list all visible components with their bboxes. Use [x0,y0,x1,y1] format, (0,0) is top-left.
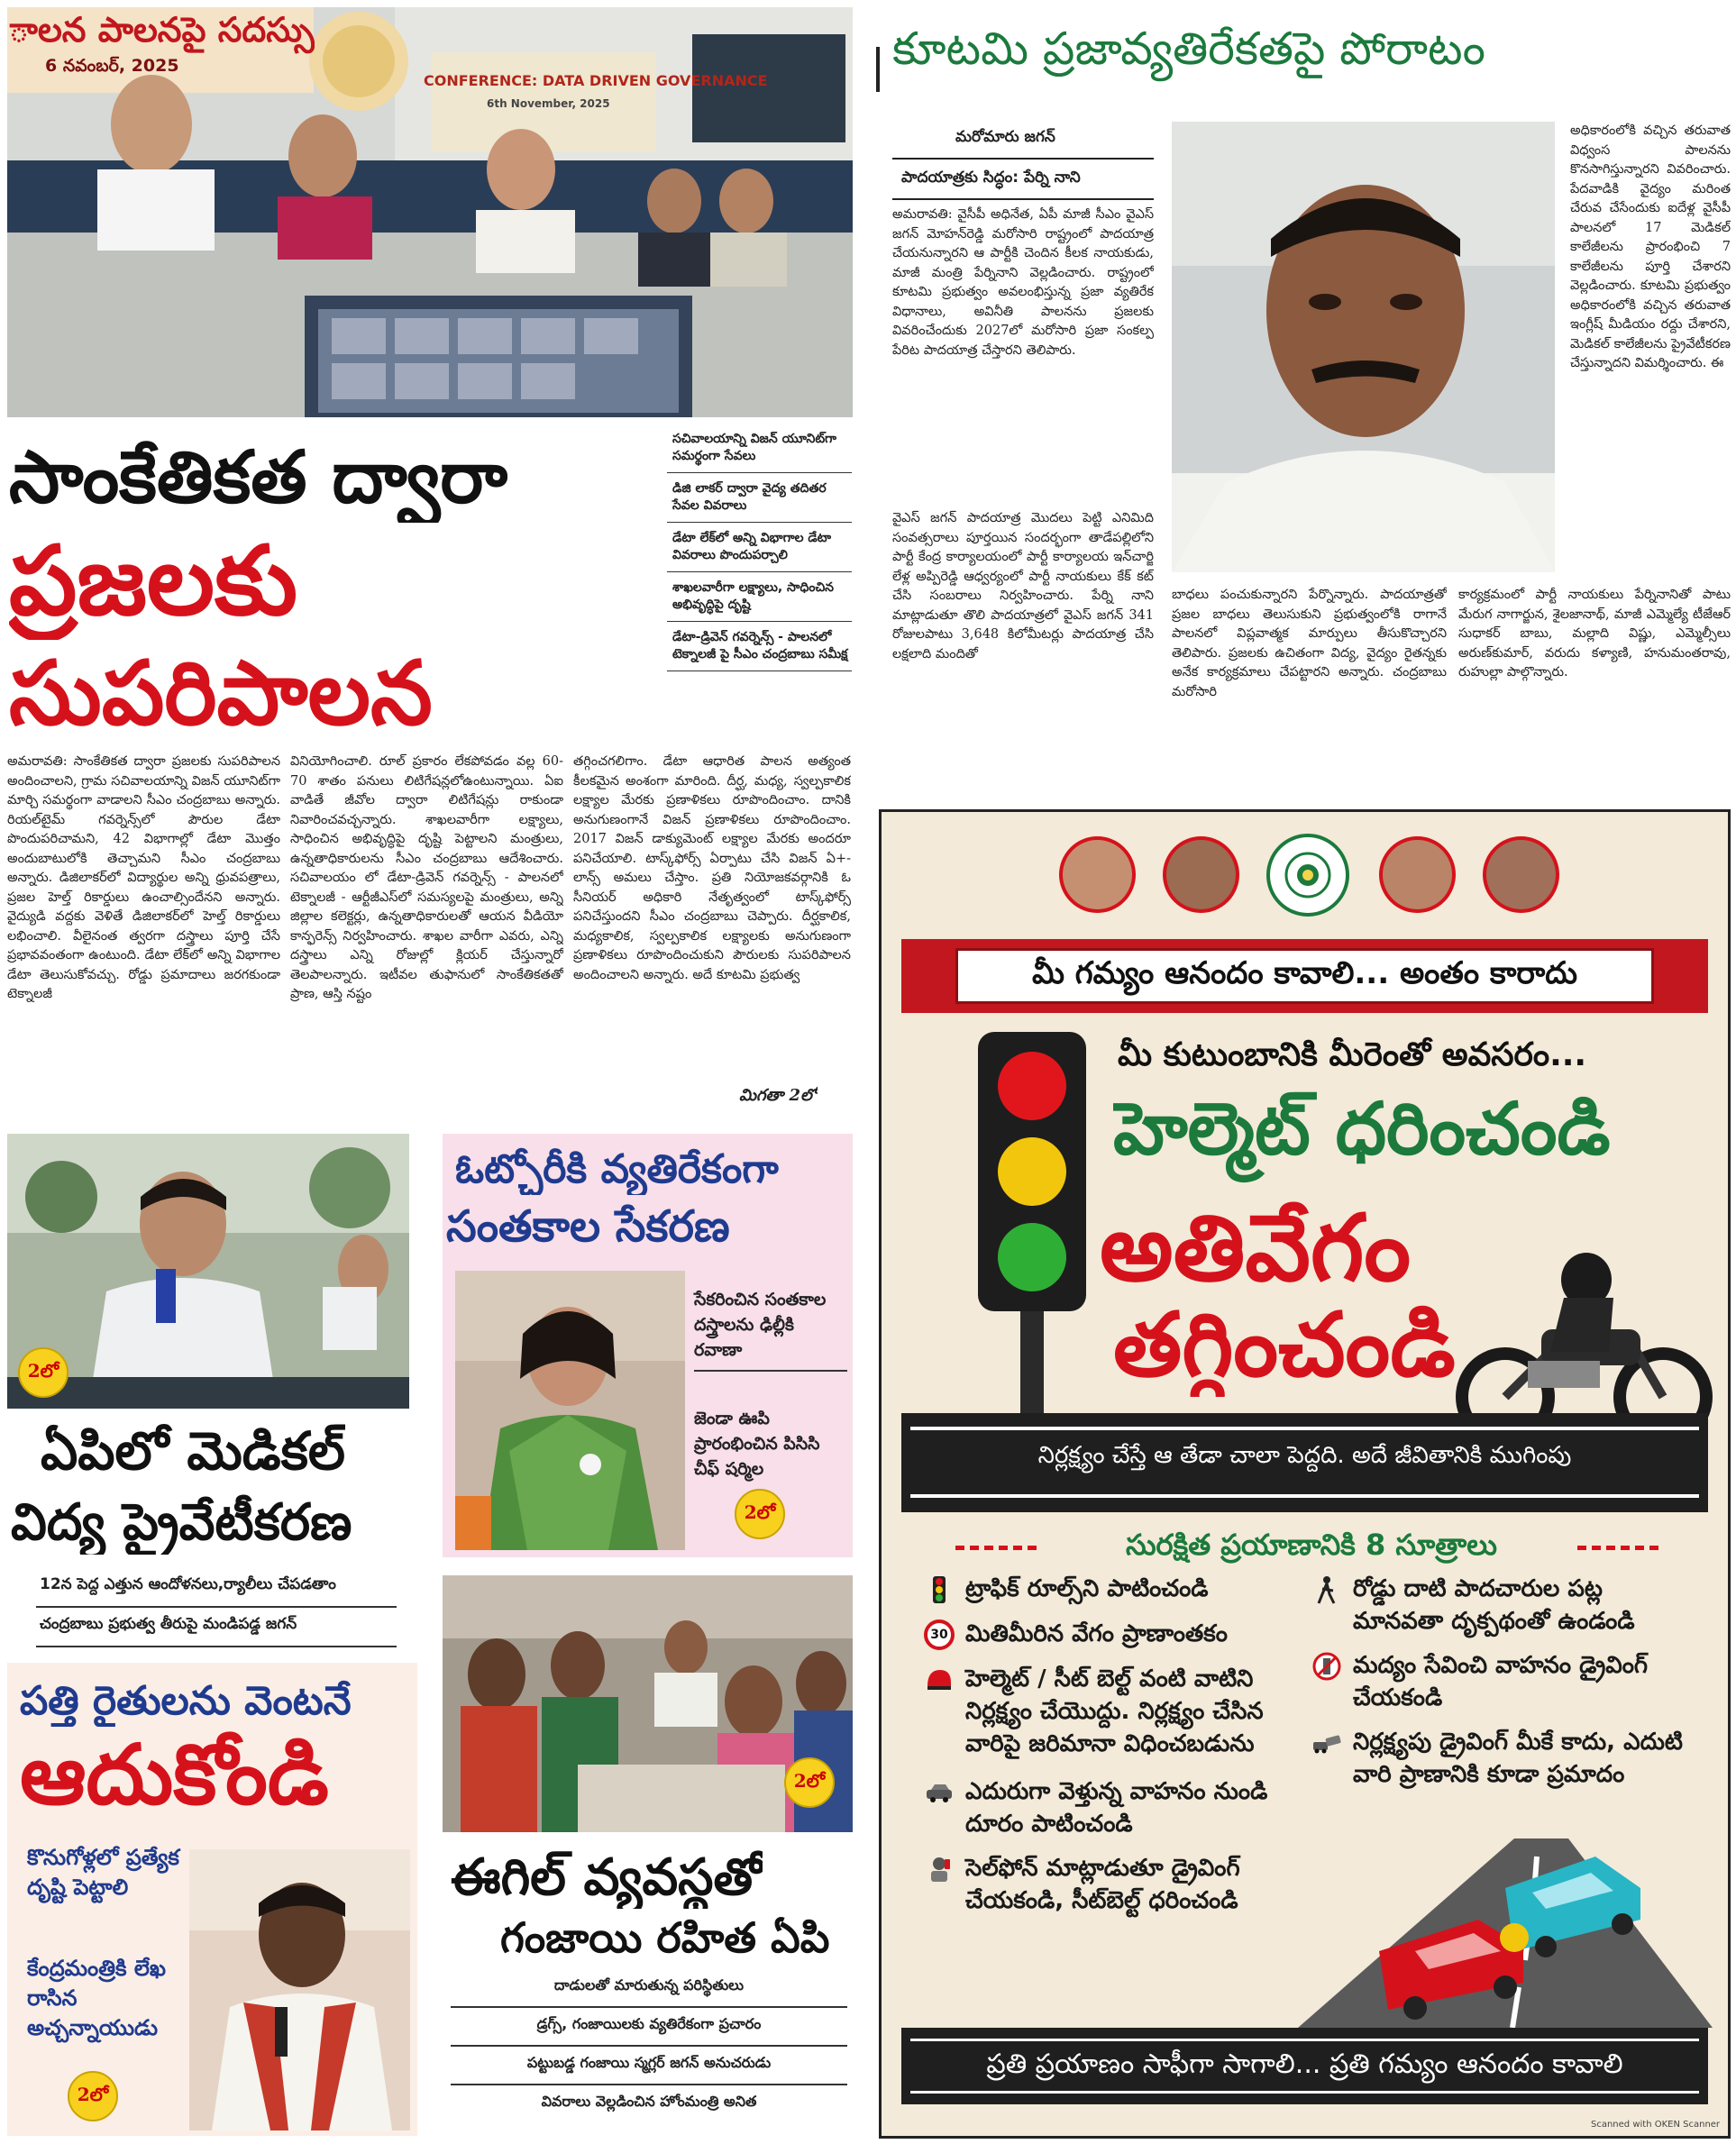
conference-title: CONFERENCE: DATA DRIVEN GOVERNANCE [424,72,768,89]
perni-subhead-rule [892,158,1154,160]
scanner-credit: Scanned with OKEN Scanner [1591,2120,1721,2130]
traffic-light-icon [978,1032,1086,1311]
rule-text: హెల్మెట్ / సీట్ బెల్ట్ వంటి వాటిని నిర్లక్ష్యం చేయొద్దు. నిర్లక్ష్యం చేసిన వారిపై జరిమానా విధించబడును [965,1665,1264,1757]
eagle-point: డ్రగ్స్, గంజాయిలకు వ్యతిరేకంగా ప్రచారం [451,2008,847,2047]
cotton-badge: 2లో [68,2071,118,2121]
perni-col1: అమరావతి: వైసీపీ అధినేత, ఏపీ మాజీ సీఎం వైఎస్ జగన్ మోహన్‌రెడ్డి మరోసారి రాష్ట్రంలో పాదయాత్ర చేయనున్నారని ఆ పార్టీకి చెందిన కీలక నాయకుడు, మాజీ మంత్రి పేర్నినాని వెల్లడించారు. రాష్ట్రంలో కూటమి ప్రభుత్వం అవలంభిస్తున్న ప్రజా వ్యతిరేక విధానాలు, అవినీతి పాలనను ప్రజలకు వివరించేందుకు 2027లో మరోసారి ప్రజా సంకల్ప పేరిట పాదయాత్ర చేస్తారని తెలిపారు. [892,207,1154,358]
eagle-badge: 2లో [784,1757,835,1808]
speed-limit-icon: 30 [924,1619,955,1650]
ad-banner-text: మీ గమ్యం ఆనందం కావాలి... అంతం కారాదు [1031,955,1578,991]
ap-emblem-icon [1266,834,1349,917]
ad-family-text: మీ కుటుంబానికి మీరెంతో అవసరం... [1118,1036,1587,1073]
medical-headline-line1: ఏపిలో మెడికల్ [41,1420,346,1482]
rule-text: ఎదురుగా వెళ్తున్న వాహనం నుండి దూరం పాటించండి [965,1778,1268,1838]
eagle-headline-line1: ఈగిల్ వ్యవస్థతో [451,1848,763,1907]
leader-portrait [1483,836,1559,913]
side-point: శాఖలవారీగా లక్ష్యాలు, సాధించిన అభివృద్ధిపై దృష్టి [667,572,852,622]
rule-text: ట్రాఫిక్ రూల్స్‌ని పాటించండి [965,1575,1209,1602]
rules-title: సురక్షిత ప్రయాణానికి 8 సూత్రాలు [1125,1528,1497,1562]
ad-footer-line [910,2091,1699,2094]
signature-headline-line1: ఓట్చోరీకి వ్యతిరేకంగా [455,1146,779,1192]
rules-dash-right [1577,1546,1658,1550]
side-point: సచివాలయాన్ని విజన్ యూనిట్‌గా సమర్థంగా సేవలు [667,424,852,473]
atchannaidu-photo [189,1849,410,2130]
rule-text: రోడ్డు దాటి పాదచారుల పట్ల మానవతా దృక్పథంతో ఉండండి [1353,1575,1635,1635]
no-drink-icon [1311,1651,1342,1682]
perni-photo [1172,122,1555,572]
conference-date: 6th November, 2025 [487,97,610,110]
signature-point1: సేకరించిన సంతకాల దస్త్రాలను ఢిల్లీకి రవాణా [694,1287,847,1372]
conference-banner-date: 6 నవంబర్, 2025 [45,56,179,76]
leader-portrait [1059,836,1136,913]
car-crash-illustration [1298,1802,1713,2028]
perni-subhead-2: పాదయాత్రకు సిద్ధం: పేర్ని నాని [901,169,1081,187]
rule-text: మితిమీరిన వేగం ప్రాణాంతకం [965,1620,1228,1647]
top-story-col1: అమరావతి: సాంకేతికత ద్వారా ప్రజలకు సుపరిపాలన అందించాలని, గ్రామ సచివాలయాన్ని విజన్ యూనిట్‌గా మార్చి సమర్థంగా వాడాలని సీఎం చంద్రబాబు అన్నారు. రియల్‌టైమ్ గవర్నెన్స్‌లో పౌరుల డేటా పొందుపరిచామని, 42 విభాగాల్లో డేటా మొత్తం అందుబాటులోకి తెచ్చామని సీఎం చంద్రబాబు అన్నారు. డిజిలాకర్‌లో విద్యార్థుల అన్ని ధ్రువపత్రాలు, ప్రజల హెల్త్ రికార్డులు ఉంచాల్సిందేనని అన్నారు. వైద్యుడి వద్దకు వెళితే డిజిలాకర్‌లో హెల్త్ రికార్డులు లభించాలి. వీలైనంత త్వరగా దస్త్రాలు పూర్తి చేసే ప్రభావవంతంగా ఉంటుంది. డేటా లేక్‌లో అన్ని విభాగాల డేటా తెలుసుకోవచ్చు. రోడ్డు ప్రమాదాలు జరగకుండా టెక్నాలజీ [7,754,280,1001]
eagle-points [451,1969,847,2122]
top-side-points [667,424,852,671]
top-story-col2: వినియోగించాలి. రూల్ ప్రకారం లేకపోవడం వల్ల 60-70 శాతం పనులు లిటిగేషన్లలోఉంటున్నాయి. ఏఐ వాడితే జీవోల ద్వారా లిటిగేషన్లు రాకుండా నివారించవచ్చన్నారు. శాఖలవారీగా లక్ష్యాలు, సాధించిన అభివృద్ధిపై దృష్టి పెట్టాలని మంత్రులు, ఉన్నతాధికారులను సీఎం చంద్రబాబు ఆదేశించారు. సచివాలయం లో డేటా-డ్రివెన్ గవర్నెన్స్ - పాలనలో టెక్నాలజీ - ఆర్టీజీఎస్‌లో సమస్యలపై మంత్రులు, అన్ని జిల్లాల కలెక్టర్లు, ఉన్నతాధికారులతో ఆయన వీడియో కాన్ఫరెన్స్ నిర్వహించారు. శాఖల వారీగా ఎవరు, ఎన్ని దస్త్రాలు ఎన్ని రోజుల్లో క్లియర్ చేస్తున్నారో తెలపాలన్నారు. ఇటీవల తుఫానులో సాంకేతికతతో ప్రాణ, ఆస్తి నష్టం [290,754,563,1001]
signature-headline-line2: సంతకాల సేకరణ [446,1201,730,1252]
cotton-headline-line1: పత్తి రైతులను వెంటనే [20,1678,352,1724]
side-point: డేటా-డ్రివెన్ గవర్నెన్స్ - పాలనలో టెక్నాలజీ పై సీఎం చంద్రబాబు సమీక్ష [667,622,852,671]
medical-sub: చంద్రబాబు ప్రభుత్వ తీరుపై మండిపడ్డ జగన్ [36,1608,397,1647]
sharmila-photo [455,1271,685,1550]
perni-subhead-rule2 [892,198,1154,200]
signature-badge: 2లో [735,1489,785,1539]
conference-banner-text: ాలన పాలనపై సదస్సు [9,9,315,50]
rule-item [924,1663,1302,1760]
rules-dash-left [955,1546,1037,1550]
perni-rule [876,47,880,92]
traffic-light-pole [1020,1311,1044,1419]
top-headline-line1: సాంకేతికత ద్వారా [9,435,508,519]
perni-headline: కూటమి ప్రజావ్యతిరేకతపై పోరాటం [892,23,1485,75]
cotton-headline-line2: ఆదుకోండి [20,1727,329,1823]
ad-helmet-text: హెల్మెట్ ధరించండి [1113,1086,1611,1171]
rule-item [924,1852,1302,1917]
eagle-point: పట్టుబడ్డ గంజాయి స్మగ్లర్ జగన్ అనుచరుడు [451,2047,847,2085]
rule-text: సెల్‌ఫోన్ మాట్లాడుతూ డ్రైవింగ్ చేయకండి, సీట్‌బెల్ట్ ధరించండి [965,1855,1240,1914]
perni-subhead-1: మరోమారు జగన్ [955,128,1055,146]
road-line [910,1494,1699,1498]
cotton-point2: కేంద్రమంత్రికి లేఖ రాసిన అచ్చన్నాయుడు [27,1956,166,2040]
perni-col3: అధికారంలోకి వచ్చిన తరువాత విధ్వంస పాలనను కొనసాగిస్తున్నారని వివరించారు. పేదవాడికి వైద్యం మరింత చేరువ చేసేందుకు ఐదేళ్ల వైసీపీ పాలనలో 17 మెడికల్ కాలేజీలను ప్రారంభించి 7 కాలేజీలను పూర్తి చేశారని వెల్లడించారు. కూటమి ప్రభుత్వం అధికారంలోకి వచ్చిన తరువాత ఇంగ్లీష్ మీడియం రద్దు చేశారని, మెడికల్ కాలేజీలను ప్రైవేటీకరణ చేస్తున్నాదని విమర్శించారు. ఈ [1570,123,1731,370]
traffic-signal-icon [924,1574,955,1605]
cotton-point1: కొనుగోళ్లలో ప్రత్యేక దృష్టి పెట్టాలి [27,1845,179,1900]
pedestrian-icon [1311,1574,1342,1605]
top-headline-line3: సుపరిపాలన [9,643,433,745]
eagle-point: దాడులతో మారుతున్న పరిస్థితులు [451,1969,847,2008]
side-point: డిజి లాకర్ ద్వారా వైద్య తదితర సేవల వివరాలు [667,473,852,523]
ad-negligence-text: నిర్లక్ష్యం చేస్తే ఆ తేడా చాలా పెద్దది. అదే జీవితానికి ముగింపు [1037,1442,1572,1469]
continued-label: మిగతా 2లో [739,1086,818,1105]
signature-point2: జెండా ఊపి ప్రారంభించిన పిసిసి చీఫ్ షర్మిల [694,1409,820,1479]
eagle-point: వివరాలు వెల్లడించిన హోంమంత్రి అనిత [541,2093,757,2110]
rule-item [924,1618,1302,1650]
top-headline-line2: ప్రజలకు [9,525,298,636]
ad-speed-line2: తగ్గించండి [1113,1293,1456,1397]
car-distance-icon [924,1777,955,1808]
car-crash-icon [1311,1728,1342,1758]
medical-subs [36,1568,397,1647]
leader-portrait [1163,836,1239,913]
road-line [910,1427,1699,1430]
helmet-icon [924,1665,955,1695]
ad-speed-line1: అతివేగం [1100,1194,1412,1302]
ad-footer-line [910,2039,1699,2041]
perni-col2: బాధలు పంచుకున్నారని పేర్నొన్నారు. పాదయాత్రతో ప్రజల బాధలు తెలుసుకుని ప్రభుత్వంలోకి రాగానే పాలనలో విప్లవాత్మక మార్పులు తీసుకొచ్చారని తెలిపారు. ప్రజలకు ఉచితంగా విద్య, వైద్యం రైతన్నకు అనేక కార్యక్రమాలు చేపట్టారని అన్నారు. చంద్రబాబు మరోసారి [1172,588,1447,699]
rule-text: మద్యం సేవించి వాహనం డ్రైవింగ్ చేయకండి [1353,1652,1649,1711]
top-story-col3: తగ్గించగలిగాం. డేటా ఆధారిత పాలన అత్యంత కీలకమైన అంశంగా మారింది. దీర్ఘ, మధ్య, స్వల్పకాలిక లక్ష్యాల మేరకు ప్రణాళికలు రూపొందించాం. దానికి అనుగుణంగానే విజన్ ప్రణాళికలు రూపొందించాం. 2017 విజన్ డాక్యుమెంట్ లక్ష్యాల మేరకు అందరూ పనిచేయాలి. టాస్క్‌ఫోర్స్ ఏర్పాటు చేసి విజన్ ఏ+-లాన్స్ అమలు చేస్తాం. ప్రతి నియోజకవర్గానికి ఓ సీనియర్ అధికారి నేతృత్వంలో టాస్క్‌ఫోర్స్ పనిచేస్తుందని సీఎం చంద్రబాబు చెప్పారు. దీర్ఘకాలిక, మధ్యకాలిక, స్వల్పకాలిక లక్ష్యాలకు అనుగుణంగా ప్రణాళికలు రూపొందించుకుని పౌరులకు సుపరిపాలన అందించాలని అన్నారు. అదే కూటమి ప్రభుత్వ [573,754,851,982]
rule-item [924,1775,1302,1840]
medical-badge: 2లో [18,1347,69,1398]
rule-item [1311,1726,1699,1791]
side-point: డేటా లేక్‌లో అన్ని విభాగాల డేటా వివరాలు పొందుపర్చాలి [667,523,852,572]
rule-item [1311,1573,1699,1638]
medical-headline-line2: విద్య ప్రైవేటీకరణ [11,1493,352,1552]
rule-text: నిర్లక్ష్యపు డ్రైవింగ్ మీకే కాదు, ఎదుటి వారి ప్రాణానికి కూడా ప్రమాదం [1353,1729,1683,1788]
perni-col-bottom: కార్యక్రమంలో పార్టీ నాయకులు పేర్నినానితో పాటు మేరుగ నాగార్జున, శైలజానాథ్, మాజీ ఎమ్మెల్యే టీజేఆర్ సుధాకర్ బాబు, మల్లాది విష్ణు, ఎమ్మెల్సీలు అరుణ్‌కుమార్, వరుదు కళ్యాణి, హనుమంతరావు, రుహుల్లా పాల్గొన్నారు. [1458,588,1731,680]
eagle-headline-line2: గంజాయి రహిత ఏపి [500,1913,830,1962]
rule-item [924,1573,1302,1605]
medical-sub: 12న పెద్ద ఎత్తున ఆందోళనలు,ర్యాలీలు చేపడతాం [36,1568,397,1608]
leader-portrait [1379,836,1456,913]
perni-col1b: వైఎస్ జగన్ పాదయాత్ర మొదలు పెట్టి ఎనిమిది సంవత్సరాలు పూర్తయిన సందర్భంగా తాడేపల్లిలోని పార్టీ కేంద్ర కార్యాలయంలో పార్టీ కార్యాలయ ఇన్‌చార్జి లేళ్ల అప్పిరెడ్డి ఆధ్వర్యంలో పార్టీ నాయకులు కేక్ కట్ చేసి సంబరాలు నిర్వహించారు. పేర్ని నాని మాట్లాడుతూ తొలి పాదయాత్రలో వైఎస్ జగన్ 341 రోజులపాటు 3,648 కిలోమీటర్లు పాదయాత్ర చేసి లక్షలాది మందితో [892,511,1154,661]
phone-driver-icon [924,1854,955,1884]
rule-item [1311,1649,1699,1714]
ad-footer-text: ప్రతి ప్రయాణం సాఫీగా సాగాలి... ప్రతి గమ్యం ఆనందం కావాలి [986,2048,1623,2080]
